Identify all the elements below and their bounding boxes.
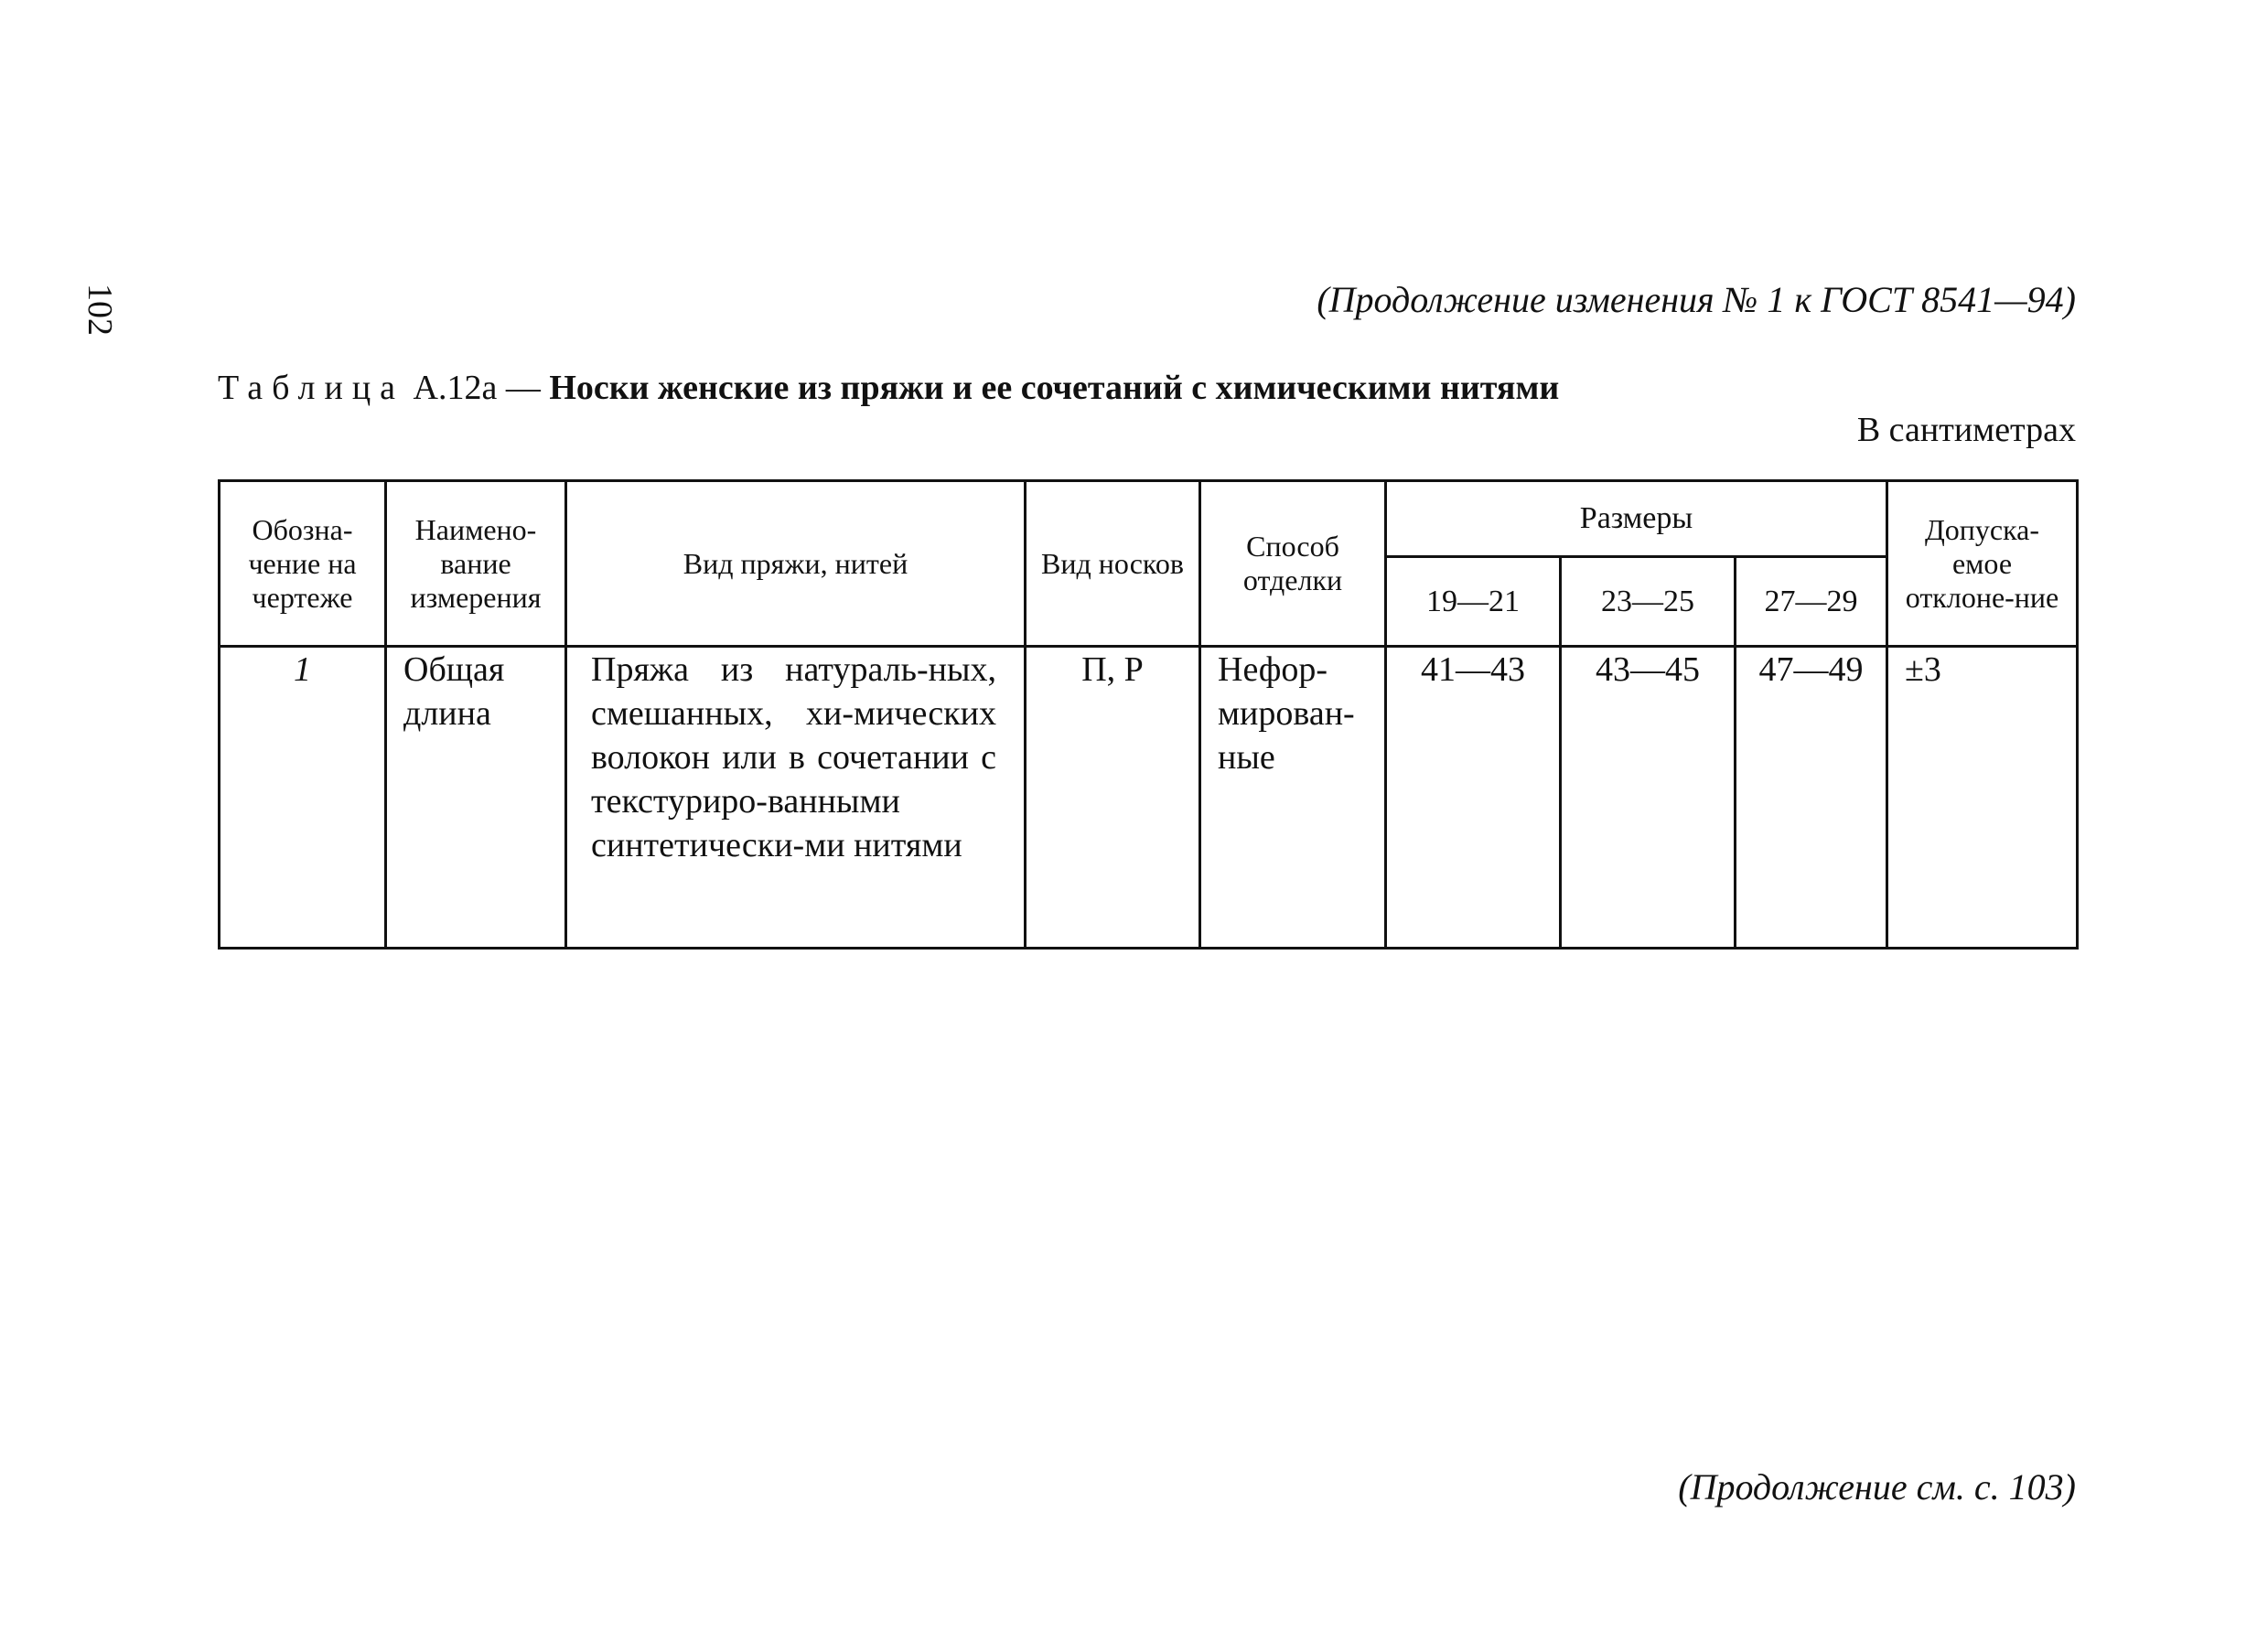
table-id: А.12а —: [413, 369, 541, 407]
cell-finishing: Нефор-мирован-ные: [1200, 647, 1386, 949]
header-measurement-name: Наимено-вание измерения: [386, 481, 566, 647]
spec-table: [218, 479, 2079, 950]
table-units: В сантиметрах: [1856, 411, 2076, 449]
header-finishing: Способ отделки: [1200, 481, 1386, 647]
cell-designation: 1: [220, 647, 386, 949]
cell-tolerance: ±3: [1887, 647, 2078, 949]
header-designation: Обозна-чение на чертеже: [220, 481, 386, 647]
table-caption: [218, 368, 1559, 408]
header-size-23-25: 23—25: [1561, 557, 1736, 647]
cell-size-27-29: 47—49: [1736, 647, 1887, 949]
table-header-row: [220, 481, 2078, 557]
header-yarn-type: Вид пряжи, нитей: [566, 481, 1026, 647]
cell-sock-type: П, Р: [1026, 647, 1200, 949]
cell-size-23-25: 43—45: [1561, 647, 1736, 949]
cell-measurement-name: Общая длина: [386, 647, 566, 949]
table-label: Таблица: [218, 369, 405, 407]
header-size-27-29: 27—29: [1736, 557, 1887, 647]
table-title: Носки женские из пряжи и ее сочетаний с химическими нитями: [549, 369, 1560, 407]
header-continuation-note: (Продолжение изменения № 1 к ГОСТ 8541—94): [1317, 279, 2076, 320]
cell-yarn-type: Пряжа из натураль-ных, смешанных, хи-мических волокон или в сочетании с текстуриро-ванными синтетически-ми нитями: [566, 647, 1026, 949]
header-sock-type: Вид носков: [1026, 481, 1200, 647]
header-size-19-21: 19—21: [1386, 557, 1561, 647]
header-tolerance: Допуска-емое отклоне-ние: [1887, 481, 2078, 647]
page-number: 102: [81, 284, 119, 336]
table-row: [220, 647, 2078, 949]
footer-continuation-note: (Продолжение см. с. 103): [1678, 1466, 2076, 1508]
cell-size-19-21: 41—43: [1386, 647, 1561, 949]
header-sizes: Размеры: [1386, 481, 1887, 557]
